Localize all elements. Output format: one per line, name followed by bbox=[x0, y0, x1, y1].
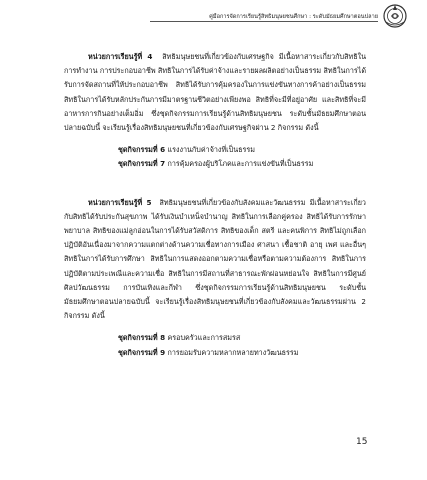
activity-item bbox=[64, 157, 366, 171]
activity-title: ครอบครัวและการสมรส bbox=[167, 333, 241, 343]
activity-item bbox=[64, 346, 366, 360]
unit-4-activities bbox=[64, 143, 366, 171]
activity-label: ชุดกิจกรรมที่ 9 bbox=[118, 347, 166, 357]
activity-title: การคุ้มครองผู้บริโภคและการแข่งขันที่เป็นธรรม bbox=[167, 159, 314, 169]
activity-title: การยอมรับความหลากหลายทางวัฒนธรรม bbox=[167, 347, 299, 357]
activity-title: แรงงานกับค่าจ้างที่เป็นธรรม bbox=[167, 145, 255, 155]
activity-label: ชุดกิจกรรมที่ 6 bbox=[118, 145, 166, 155]
unit-4-section bbox=[64, 50, 366, 172]
unit-4-body: สิทธิมนุษยชนที่เกี่ยวข้องกับเศรษฐกิจ มีเนื้อหาสาระเกี่ยวกับสิทธิในการทำงาน การประกอบอาชีพ สิทธิในการได้รับค่าจ้างและรายผลผลิตอย่างเป็นธรรม สิทธิในการได้รับการจัดสถานที่ให้ประกอบอาชีพ สิทธิได้รับการคุ้มครองในการแข่งขันทางการค้าอย่างเป็นธรรม สิทธิในการได้รับหลักประกันการมีมาตรฐานชีวิตอย่างเพียงพอ สิทธิที่จะมีที่อยู่อาศัย และสิทธิที่จะมีอาหารการกินอย่างเต็มอิ่ม ซึ่งชุดกิจกรรมการเรียนรู้ด้านสิทธิมนุษยชน ระดับชั้นมัธยมศึกษาตอนปลายฉบับนี้ จะเรียนรู้เรื่องสิทธิมนุษยชนที่เกี่ยวข้องกับเศรษฐกิจผ่าน 2 กิจกรรม ดังนี้ bbox=[64, 52, 366, 133]
unit-4-paragraph bbox=[64, 50, 366, 135]
unit-5-activities bbox=[64, 331, 366, 359]
unit-5-label: หน่วยการเรียนรู้ที่ 5 bbox=[88, 197, 152, 207]
activity-label: ชุดกิจกรรมที่ 7 bbox=[118, 159, 166, 169]
activity-item bbox=[64, 331, 366, 345]
header-title: คู่มือการจัดการเรียนรู้สิทธิมนุษยชนศึกษา : ระดับมัธยมศึกษาตอนปลาย bbox=[209, 14, 378, 20]
unit-5-paragraph bbox=[64, 196, 366, 324]
institution-seal-icon bbox=[382, 2, 408, 28]
unit-4-label: หน่วยการเรียนรู้ที่ 4 bbox=[88, 52, 153, 61]
unit-5-body: สิทธิมนุษยชนที่เกี่ยวข้องกับสังคมและวัฒนธรรม มีเนื้อหาสาระเกี่ยวกับสิทธิได้รับประกันสุขภาพ ได้รับเงินบำเหน็จบำนาญ สิทธิในการเลือกคู่ครอง สิทธิได้รับการรักษาพยาบาล สิทธิของแม่ลูกอ่อนในการได้รับสวัสดิการ สิทธิของเด็ก สตรี และคนพิการ สิทธิไม่ถูกเลือกปฏิบัติอันเนื่องมาจากความแตกต่างด้านความเชื่อทางการเมือง ศาสนา เชื้อชาติ อายุ เพศ และอื่นๆ สิทธิในการได้รับการศึกษา สิทธิในการแสดงออกตามความเชื่อหรือตามความต้องการ สิทธิในการปฏิบัติตามประเพณีและความเชื่อ สิทธิในการมีสถานที่สาธารณะพักผ่อนหย่อนใจ สิทธิในการมีศูนย์ศิลปวัฒนธรรม การบันเทิงและกีฬา ซึ่งชุดกิจกรรมการเรียนรู้ด้านสิทธิมนุษยชน ระดับชั้นมัธยมศึกษาตอนปลายฉบับนี้ จะเรียนรู้เรื่องสิทธิมนุษยชนที่เกี่ยวข้องกับสังคมและวัฒนธรรมผ่าน 2 กิจกรรม ดังนี้ bbox=[64, 197, 366, 321]
header-divider bbox=[150, 21, 378, 22]
unit-5-section bbox=[64, 196, 366, 360]
activity-item bbox=[64, 143, 366, 157]
page-number: 15 bbox=[356, 437, 368, 447]
activity-label: ชุดกิจกรรมที่ 8 bbox=[118, 333, 166, 343]
page-header bbox=[0, 0, 427, 30]
main-content bbox=[64, 50, 366, 360]
